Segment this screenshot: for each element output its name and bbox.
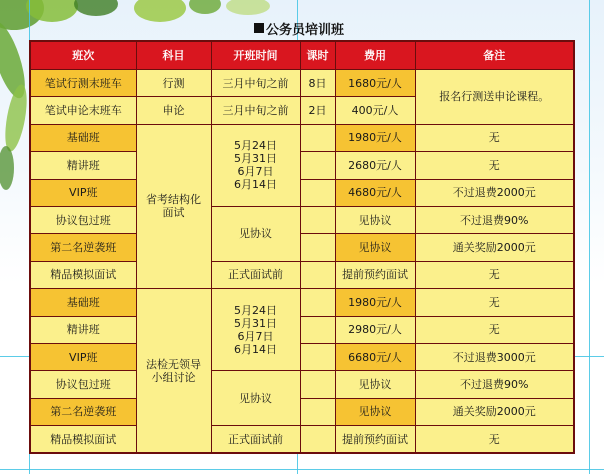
subject-line: 法检无领导 [146,357,201,371]
note-cell: 无 [415,152,574,179]
table-row [30,124,574,151]
fee-cell: 400元/人 [335,97,415,124]
table-row [30,234,574,261]
class-cell: 第二名逆袭班 [30,398,136,425]
fee-cell: 6680元/人 [335,343,415,370]
fee-cell: 见协议 [335,206,415,233]
column-header-hours: 课时 [300,41,335,70]
training-schedule-table [29,40,575,454]
class-cell: 第二名逆袭班 [30,234,136,261]
table-row [30,398,574,425]
class-cell: 精品模拟面试 [30,261,136,288]
class-cell: 笔试申论末班车 [30,97,136,124]
fee-cell: 提前预约面试 [335,426,415,454]
hours-cell [300,371,335,398]
table-row [30,70,574,97]
date-line: 5月31日 [234,316,277,330]
fee-cell: 2680元/人 [335,152,415,179]
fee-cell: 1680元/人 [335,70,415,97]
class-cell: 精讲班 [30,316,136,343]
hours-cell: 8日 [300,70,335,97]
note-cell: 不过退费2000元 [415,179,574,206]
start-time-cell [211,124,300,206]
date-line: 6月14日 [234,342,277,356]
fee-cell: 见协议 [335,234,415,261]
start-time-cell: 见协议 [211,371,300,426]
note-cell: 通关奖励2000元 [415,234,574,261]
hours-cell: 2日 [300,97,335,124]
table-row [30,206,574,233]
hours-cell [300,289,335,316]
subject-cell: 行测 [136,70,211,97]
column-header-subject: 科目 [136,41,211,70]
note-cell: 不过退费90% [415,206,574,233]
table-header-row [30,41,574,70]
table-row [30,179,574,206]
class-cell: 协议包过班 [30,371,136,398]
start-time-cell: 三月中旬之前 [211,97,300,124]
hours-cell [300,152,335,179]
hours-cell [300,261,335,288]
subject-cell [136,124,211,288]
subject-line: 面试 [162,206,185,220]
date-line: 6月7日 [237,329,274,343]
start-time-cell: 三月中旬之前 [211,70,300,97]
hours-cell [300,206,335,233]
class-cell: 精品模拟面试 [30,426,136,454]
class-cell: VIP班 [30,343,136,370]
note-cell: 报名行测送申论课程。 [415,70,574,125]
class-cell: 基础班 [30,124,136,151]
date-line: 5月24日 [234,139,277,153]
note-cell: 不过退费3000元 [415,343,574,370]
subject-cell [136,289,211,454]
hours-cell [300,426,335,454]
hours-cell [300,234,335,261]
hours-cell [300,398,335,425]
note-cell: 无 [415,261,574,288]
class-cell: VIP班 [30,179,136,206]
fee-cell: 见协议 [335,398,415,425]
fee-cell: 1980元/人 [335,124,415,151]
note-cell: 无 [415,289,574,316]
hours-cell [300,316,335,343]
note-cell: 通关奖励2000元 [415,398,574,425]
hours-cell [300,124,335,151]
start-time-cell: 正式面试前 [211,261,300,288]
table-row [30,426,574,454]
class-cell: 基础班 [30,289,136,316]
table-row [30,261,574,288]
note-cell: 无 [415,316,574,343]
column-header-class: 班次 [30,41,136,70]
fee-cell: 4680元/人 [335,179,415,206]
date-line: 6月7日 [237,165,274,179]
title-text: 公务员培训班 [266,22,345,38]
start-time-cell: 正式面试前 [211,426,300,454]
fee-cell: 1980元/人 [335,289,415,316]
date-line: 5月24日 [234,303,277,317]
class-cell: 笔试行测末班车 [30,70,136,97]
class-cell: 协议包过班 [30,206,136,233]
fee-cell: 见协议 [335,371,415,398]
table-row [30,289,574,316]
fee-cell: 2980元/人 [335,316,415,343]
column-header-notes: 备注 [415,41,574,70]
date-line: 5月31日 [234,152,277,166]
guide-line-horizontal [0,469,604,470]
column-header-fee: 费用 [335,41,415,70]
table-row [30,152,574,179]
date-line: 6月14日 [234,178,277,192]
note-cell: 无 [415,124,574,151]
table-row [30,371,574,398]
guide-line-vertical [589,0,590,474]
table-row [30,316,574,343]
note-cell: 不过退费90% [415,371,574,398]
subject-line: 小组讨论 [151,370,196,384]
subject-cell: 申论 [136,97,211,124]
class-cell: 精讲班 [30,152,136,179]
start-time-cell [211,289,300,371]
square-bullet-icon [254,23,264,33]
start-time-cell: 见协议 [211,206,300,261]
fee-cell: 提前预约面试 [335,261,415,288]
page-title [254,19,344,37]
note-cell: 无 [415,426,574,454]
subject-line: 省考结构化 [146,193,201,207]
table-row [30,343,574,370]
hours-cell [300,179,335,206]
column-header-start-time: 开班时间 [211,41,300,70]
hours-cell [300,343,335,370]
